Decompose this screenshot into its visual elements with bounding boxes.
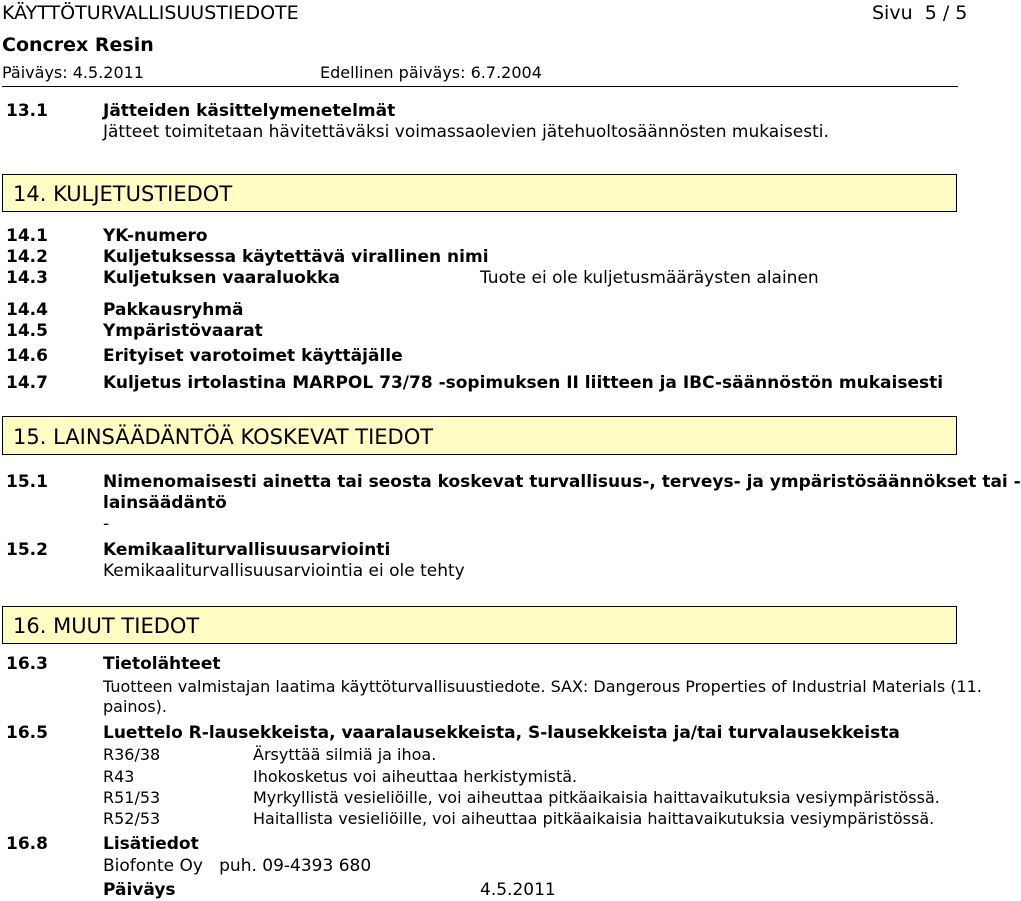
item-title-15-2: Kemikaaliturvallisuusarviointi (103, 540, 391, 560)
item-title-14-3: Kuljetuksen vaaraluokka (103, 268, 340, 288)
item-number-14-2: 14.2 (6, 247, 48, 267)
phrase-code: R52/53 (103, 809, 161, 828)
previous-revision-date: Edellinen päiväys: 6.7.2004 (320, 63, 542, 82)
item-number-16-5: 16.5 (6, 723, 48, 743)
section-header-14 (2, 174, 957, 212)
section-title-15: 15. LAINSÄÄDÄNTÖÄ KOSKEVAT TIEDOT (13, 425, 434, 449)
section-title-16: 16. MUUT TIEDOT (13, 614, 200, 638)
date-label: Päiväys (103, 880, 176, 900)
item-number-14-5: 14.5 (6, 321, 48, 341)
item-number-16-3: 16.3 (6, 654, 48, 674)
page-indicator (872, 2, 967, 24)
page-current: 5 (924, 2, 937, 24)
header-divider (2, 86, 958, 87)
item-number-15-2: 15.2 (6, 540, 48, 560)
item-number-14-7: 14.7 (6, 373, 48, 393)
page-total: 5 (955, 2, 968, 24)
document-type: KÄYTTÖTURVALLISUUSTIEDOTE (2, 2, 299, 24)
item-value-15-2: Kemikaaliturvallisuusarviointia ei ole tehty (103, 561, 465, 581)
item-title-14-6: Erityiset varotoimet käyttäjälle (103, 346, 403, 366)
date-value: 4.5.2011 (480, 880, 556, 900)
item-number-14-1: 14.1 (6, 226, 48, 246)
section-header-15 (2, 416, 957, 455)
revision-date: Päiväys: 4.5.2011 (2, 63, 144, 82)
phrase-code: R51/53 (103, 788, 161, 807)
contact-info: Biofonte Oy puh. 09-4393 680 (103, 856, 372, 876)
item-title-14-4: Pakkausryhmä (103, 300, 244, 320)
phrase-text: Ärsyttää silmiä ja ihoa. (253, 745, 437, 764)
item-title-16-3: Tietolähteet (103, 654, 221, 674)
item-title-14-5: Ympäristövaarat (103, 321, 263, 341)
item-number-14-4: 14.4 (6, 300, 48, 320)
section-header-16 (2, 606, 957, 644)
item-number-14-3: 14.3 (6, 268, 48, 288)
phrase-text: Haitallista vesieliöille, voi aiheuttaa pitkäaikaisia haittavaikutuksia vesiympäristössä. (253, 809, 935, 828)
item-title-13-1: Jätteiden käsittelymenetelmät (103, 101, 396, 121)
phrase-code: R43 (103, 767, 135, 786)
item-title-16-5: Luettelo R-lausekkeista, vaaralausekkeista, S-lausekkeista ja/tai turvalausekkeista (103, 723, 900, 743)
item-number-15-1: 15.1 (6, 472, 48, 492)
phrase-text: Ihokosketus voi aiheuttaa herkistymistä. (253, 767, 578, 786)
item-title-15-1-line1: Nimenomaisesti ainetta tai seosta koskevat turvallisuus-, terveys- ja ympäristösäännökset tai - (103, 472, 1021, 492)
phrase-text: Myrkyllistä vesieliöille, voi aiheuttaa pitkäaikaisia haittavaikutuksia vesiympäristössä. (253, 788, 940, 807)
item-title-14-2: Kuljetuksessa käytettävä virallinen nimi (103, 247, 489, 267)
item-title-14-7: Kuljetus irtolastina MARPOL 73/78 -sopimuksen II liitteen ja IBC-säännöstön mukaisesti (103, 373, 944, 393)
item-value-15-1: - (103, 514, 110, 534)
item-value-13-1: Jätteet toimitetaan hävitettäväksi voimassaolevien jätehuoltosäännösten mukaisesti. (103, 122, 829, 142)
item-value-16-3-line1: Tuotteen valmistajan laatima käyttöturvallisuustiedote. SAX: Dangerous Properties of Industrial Materials (11. (103, 677, 982, 696)
item-value-16-3-line2: painos). (103, 697, 167, 716)
item-number-13-1: 13.1 (6, 101, 48, 121)
phrase-code: R36/38 (103, 745, 161, 764)
page-label: Sivu (872, 2, 913, 24)
section-title-14: 14. KULJETUSTIEDOT (13, 182, 233, 206)
item-number-16-8: 16.8 (6, 834, 48, 854)
item-title-15-1-line2: lainsäädäntö (103, 493, 227, 513)
item-value-14-3: Tuote ei ole kuljetusmääräysten alainen (480, 268, 819, 288)
item-title-16-8: Lisätiedot (103, 834, 199, 854)
page-separator: / (942, 2, 950, 24)
item-number-14-6: 14.6 (6, 346, 48, 366)
product-name: Concrex Resin (2, 34, 154, 56)
item-title-14-1: YK-numero (103, 226, 208, 246)
